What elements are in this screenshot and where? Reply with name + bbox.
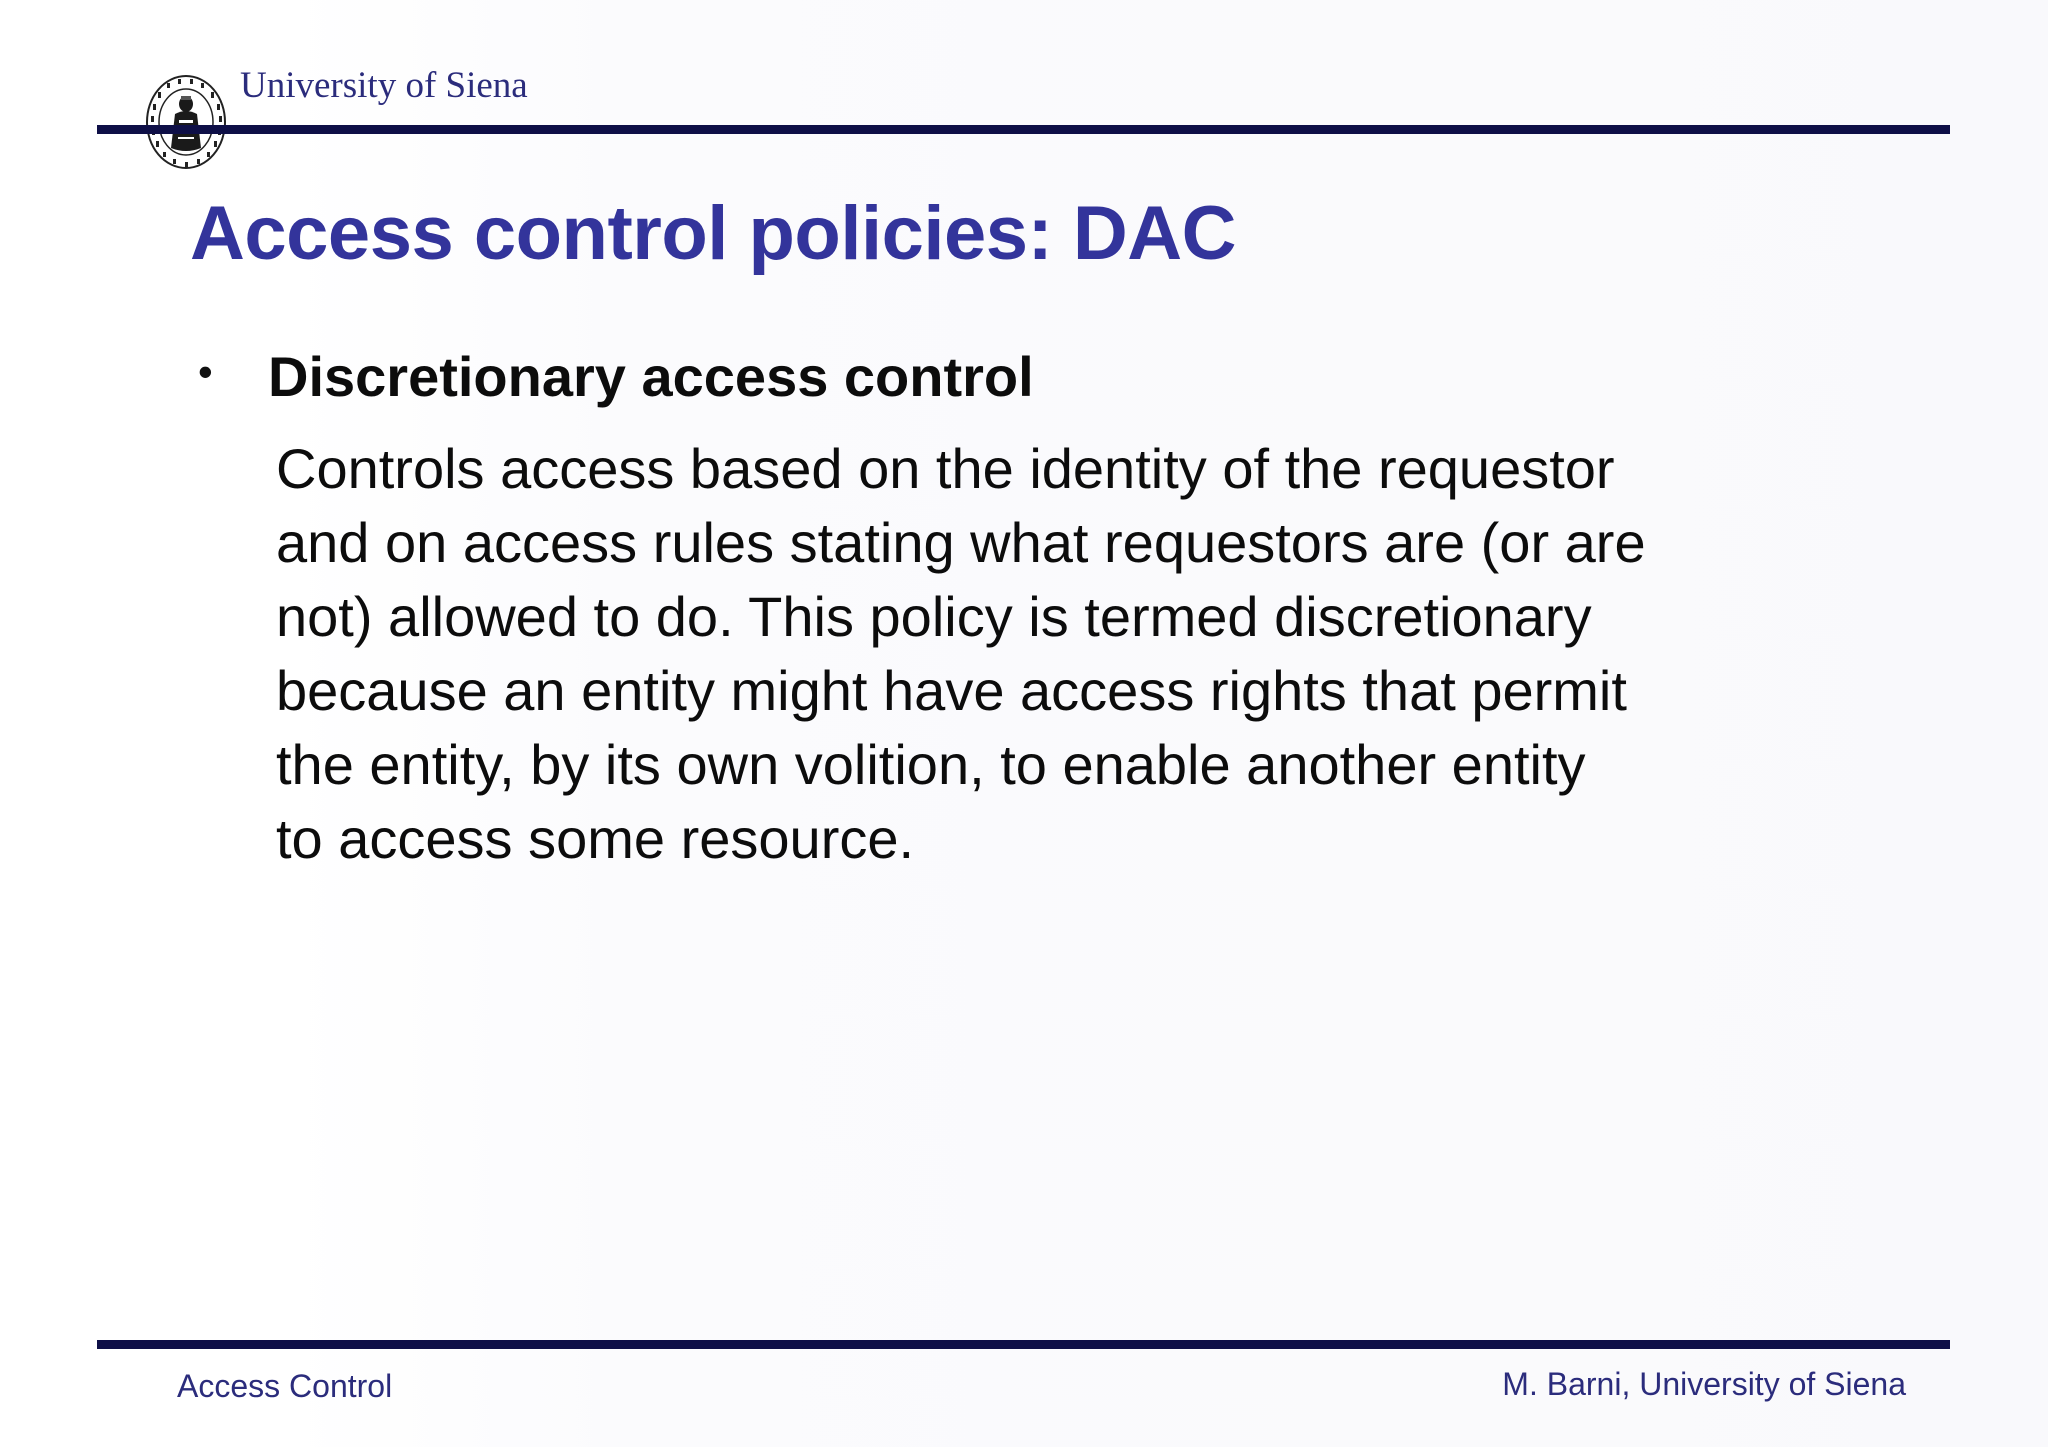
body-line: Controls access based on the identity of the requestor — [276, 437, 1615, 500]
footer-author: M. Barni, University of Siena — [1502, 1366, 1906, 1402]
footer-course-name: Access Control — [177, 1368, 393, 1404]
bullet-marker: • — [198, 348, 213, 395]
body-line: and on access rules stating what requestors are (or are — [276, 511, 1646, 574]
bullet-heading: Discretionary access control — [268, 345, 1034, 408]
body-line: to access some resource. — [276, 807, 915, 870]
body-line: not) allowed to do. This policy is termed discretionary — [276, 585, 1592, 648]
footer-divider — [97, 1340, 1950, 1349]
body-line: the entity, by its own volition, to enable another entity — [276, 733, 1586, 796]
body-line: because an entity might have access rights that permit — [276, 659, 1627, 722]
bullet-body — [276, 432, 1646, 876]
header-divider — [97, 125, 1950, 134]
institution-name: University of Siena — [240, 65, 528, 106]
slide-title: Access control policies: DAC — [190, 191, 1237, 276]
university-seal-icon — [145, 74, 227, 170]
